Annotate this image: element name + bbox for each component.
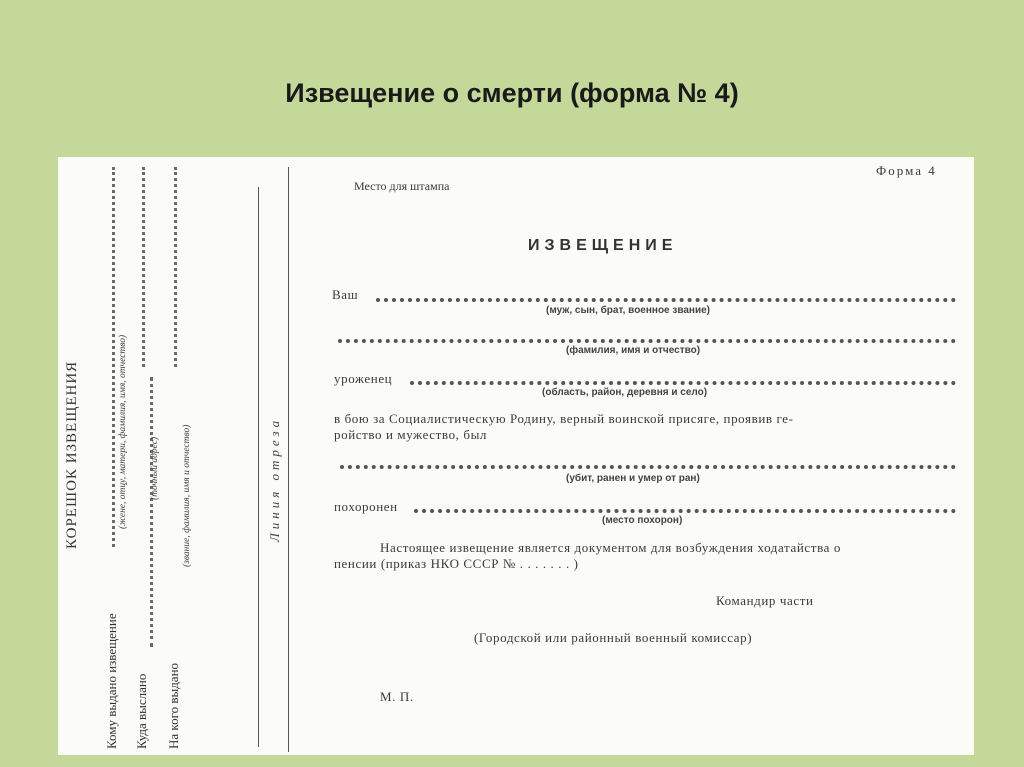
cut-line-label: Линия отреза [267, 416, 282, 542]
death-notice-form [58, 157, 974, 755]
stub-issued-to-dots-2 [142, 167, 145, 367]
commissar-caption: (Городской или районный военный комиссар) [474, 630, 753, 645]
commander-label: Командир части [716, 593, 814, 608]
caption-name: (фамилия, имя и отчество) [566, 345, 701, 356]
stub-where-dots [150, 377, 153, 647]
caption-region: (область, район, деревня и село) [542, 387, 708, 398]
caption-killed: (убит, ранен и умер от ран) [566, 473, 700, 484]
line-name-dots [338, 339, 956, 343]
stub-about-whom-dots [174, 167, 177, 367]
document-text-line2: пенсии (приказ НКО СССР № . . . . . . . ) [334, 556, 579, 571]
stub-title: КОРЕШОК ИЗВЕЩЕНИЯ [64, 360, 80, 549]
stub-where: Куда выслано [134, 673, 149, 749]
battle-text-line1: в бою за Социалистическую Родину, верный воинской присяге, проявив ге- [334, 411, 794, 426]
caption-burial: (место похорон) [602, 515, 683, 526]
line-killed-dots [340, 465, 956, 469]
line-native-dots [410, 381, 956, 385]
stub-issued-to-dots [112, 167, 115, 547]
stub-issued-to-caption: (жене, отцу, матери, фамилия, имя, отчество) [118, 334, 128, 529]
stub-issued-to: Кому выдано извещение [104, 613, 119, 749]
document-text-line1: Настоящее извещение является документом для возбуждения ходатайства о [380, 540, 841, 555]
stub-where-caption: (точный адрес) [150, 436, 160, 500]
label-your: Ваш [332, 287, 359, 302]
label-native: уроженец [334, 371, 393, 386]
stub-about-whom-caption: (звание, фамилия, имя и отчество) [182, 424, 192, 567]
slide-title: Извещение о смерти (форма № 4) [285, 78, 739, 108]
battle-text-line2: ройство и мужество, был [334, 427, 488, 442]
cut-line [288, 167, 289, 752]
line-buried-dots [414, 509, 956, 513]
seal-place: М. П. [380, 689, 414, 704]
stub-border-line [258, 187, 259, 747]
caption-relation: (муж, сын, брат, военное звание) [546, 305, 711, 316]
stub-about-whom: На кого выдано [166, 662, 181, 749]
line-your-dots [376, 298, 956, 302]
form-number: Форма 4 [876, 163, 937, 178]
form-heading: ИЗВЕЩЕНИЕ [528, 237, 678, 254]
stamp-place: Место для штампа [354, 179, 450, 193]
label-buried: похоронен [334, 499, 398, 514]
